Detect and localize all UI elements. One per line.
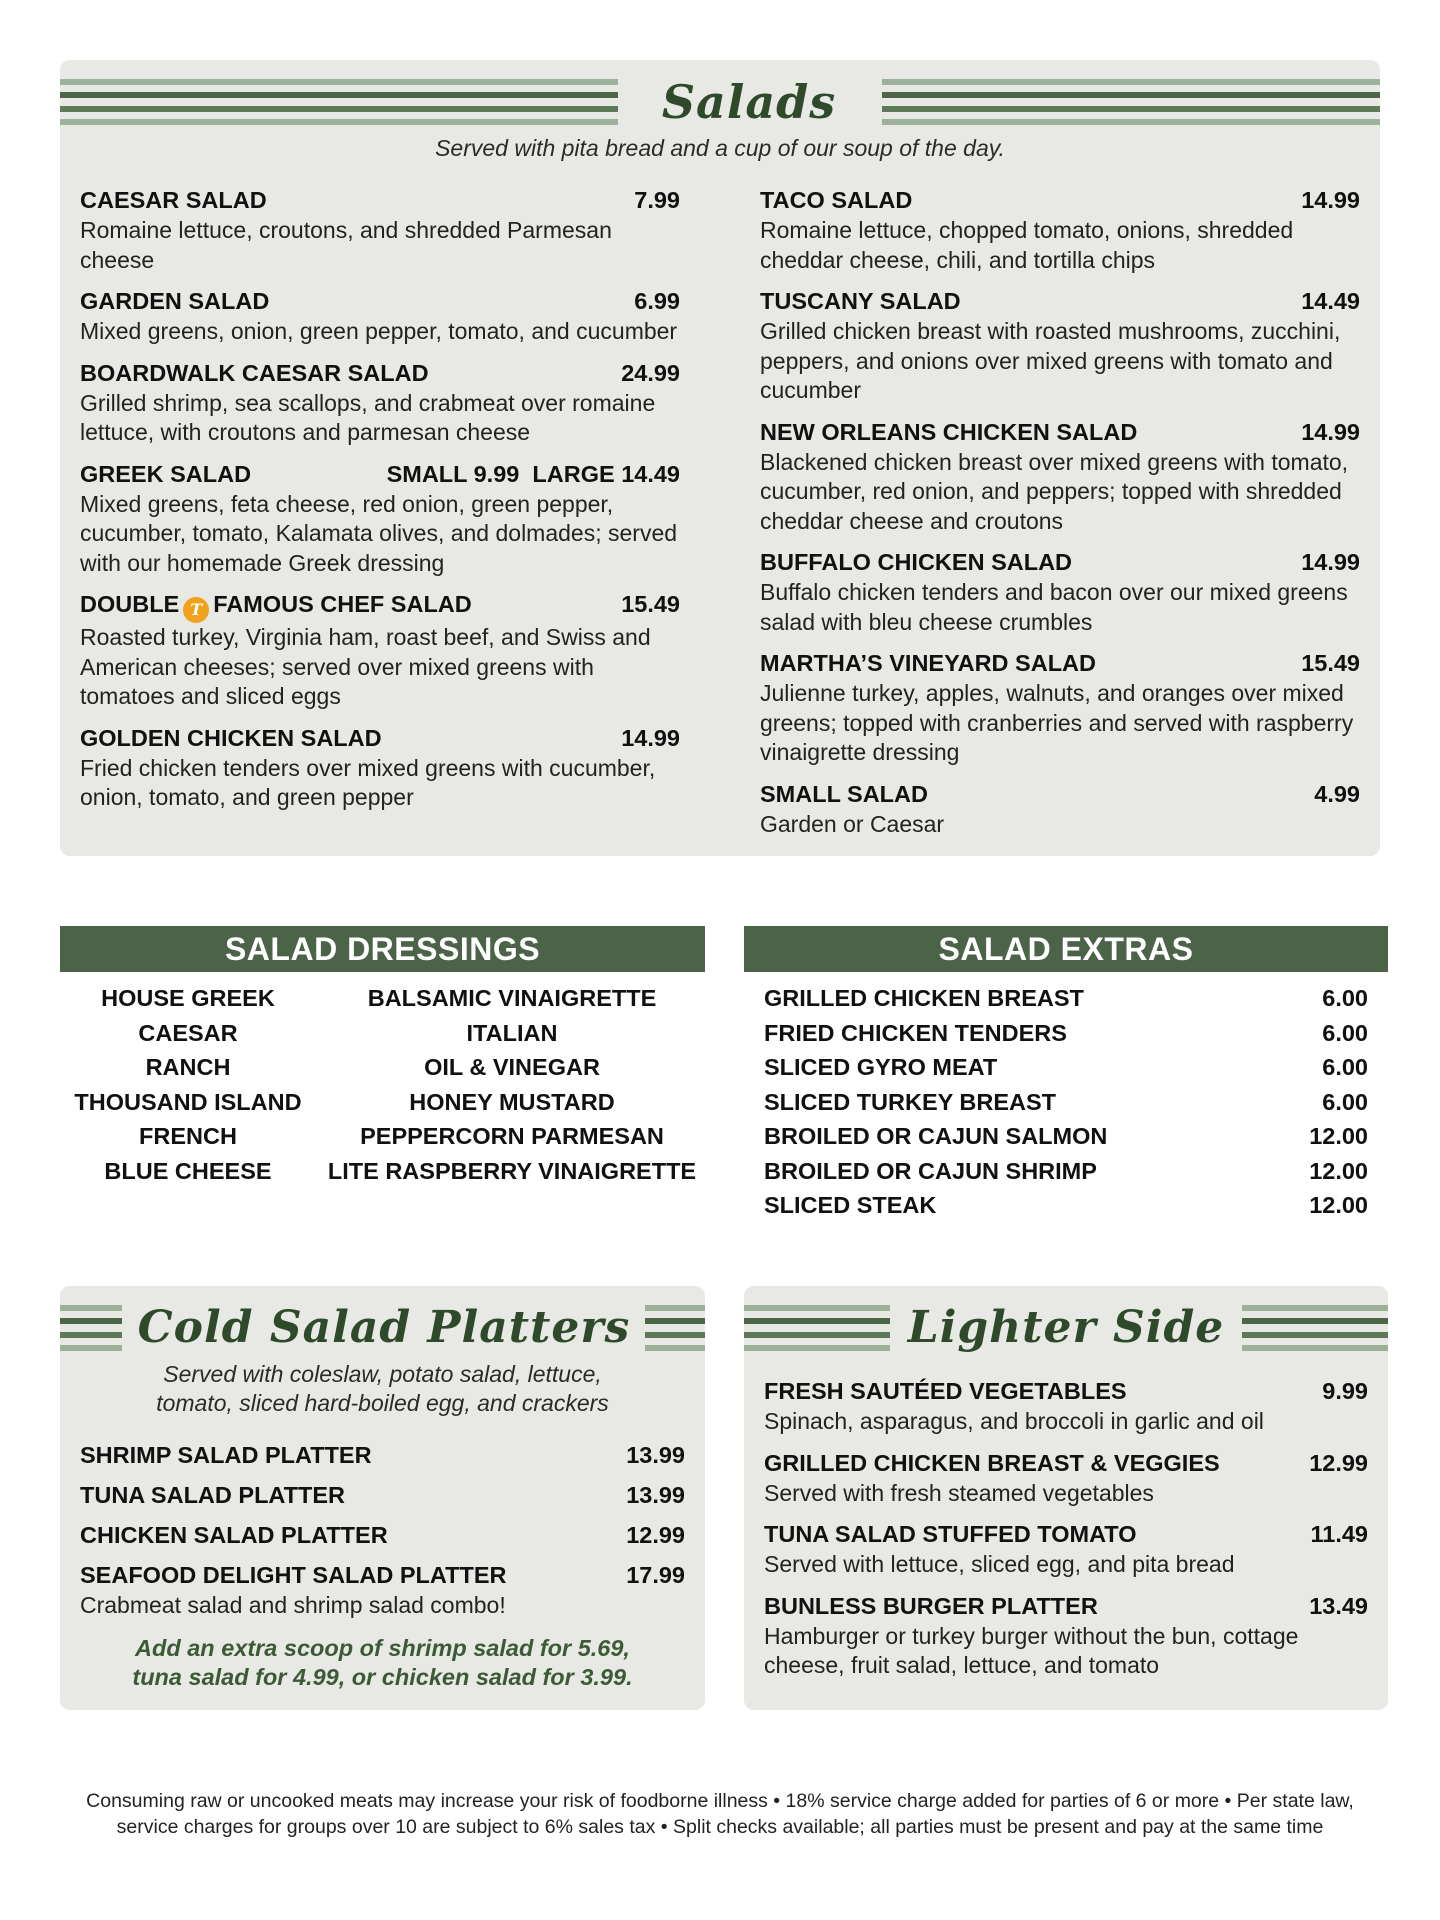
list-item: [760, 648, 1360, 768]
list-item: HONEY MUSTARD: [409, 1088, 615, 1115]
list-item: THOUSAND ISLAND: [74, 1088, 302, 1115]
item-name: GRILLED CHICKEN BREAST: [764, 985, 1084, 1011]
item-description: Blackened chicken breast over mixed greens with tomato, cucumber, red onion, and peppers; topped with shredded cheddar cheese and croutons: [760, 448, 1349, 534]
list-item: [760, 417, 1360, 537]
item-name: CAESAR SALAD: [80, 187, 267, 213]
item-price: 9.99: [1322, 1378, 1368, 1404]
stripes-right: [882, 79, 1380, 125]
item-description: Fried chicken tenders over mixed greens with cucumber, onion, tomato, and green pepper: [80, 754, 656, 810]
item-description: Hamburger or turkey burger without the bun, cottage cheese, fruit salad, lettuce, and tomato: [764, 1622, 1299, 1678]
item-name: SLICED TURKEY BREAST: [764, 1088, 1057, 1115]
list-item: LITE RASPBERRY VINAIGRETTE: [327, 1157, 697, 1184]
list-item: BALSAMIC VINAIGRETTE: [367, 985, 657, 1011]
item-price: 15.49: [621, 591, 680, 617]
item-price: 4.99: [1314, 780, 1360, 807]
platters-header: [60, 1286, 705, 1370]
salads-left-column: [80, 185, 680, 824]
platters-note: [60, 1634, 705, 1692]
item-name: SLICED STEAK: [764, 1192, 937, 1218]
footer-disclaimer: [20, 1788, 1420, 1840]
item-price: SMALL 9.99 LARGE 14.49: [386, 460, 680, 487]
list-item: [80, 1520, 685, 1551]
list-item: [764, 1591, 1368, 1681]
platters-note-line-1: Add an extra scoop of shrimp salad for 5.69,: [135, 1635, 630, 1661]
item-name: SMALL SALAD: [760, 780, 928, 807]
item-name: TUSCANY SALAD: [760, 288, 961, 314]
list-item: [80, 589, 680, 712]
list-item: [80, 286, 680, 347]
salads-header: [60, 60, 1380, 144]
item-price: 6.99: [634, 288, 680, 314]
item-name: GRILLED CHICKEN BREAST & VEGGIES: [764, 1449, 1220, 1476]
list-item: [80, 1480, 685, 1511]
item-name: BUNLESS BURGER PLATTER: [764, 1592, 1098, 1619]
lighter-header: [744, 1286, 1388, 1370]
item-price: 14.99: [1301, 549, 1360, 575]
list-item: BLUE CHEESE: [104, 1157, 272, 1184]
item-name-rest: FAMOUS CHEF SALAD: [213, 591, 472, 617]
list-item: FRENCH: [139, 1123, 237, 1149]
stripes-left: [60, 79, 618, 125]
list-item: [764, 1016, 1368, 1051]
list-item: [764, 1050, 1368, 1085]
platters-title: Cold Salad Platters: [137, 1302, 631, 1353]
item-description: Spinach, asparagus, and broccoli in garlic and oil: [764, 1408, 1264, 1434]
footer-line-2: service charges for groups over 10 are subject to 6% sales tax • Split checks available; all parties must be present and pay at the same time: [116, 1816, 1324, 1838]
item-name: TUNA SALAD PLATTER: [80, 1482, 346, 1508]
list-item: [764, 1448, 1368, 1509]
item-price: 7.99: [634, 187, 680, 213]
lighter-panel: [744, 1286, 1388, 1710]
extras-list: [764, 981, 1368, 1223]
item-price: 6.00: [1322, 985, 1368, 1011]
item-price: 24.99: [621, 359, 680, 386]
item-name-group: [80, 589, 472, 623]
item-price: 6.00: [1322, 1088, 1368, 1115]
item-price: 12.00: [1309, 1123, 1368, 1149]
lighter-list: [764, 1376, 1368, 1692]
list-item: [764, 1519, 1368, 1580]
list-item: [764, 981, 1368, 1016]
item-price: 14.99: [1301, 187, 1360, 213]
stripes-right: [1242, 1305, 1388, 1351]
list-item: [760, 286, 1360, 406]
list-item: CAESAR: [138, 1019, 238, 1046]
list-item: [80, 459, 680, 579]
list-item: RANCH: [145, 1054, 231, 1080]
salads-title: Salads: [661, 75, 837, 129]
salads-panel: [60, 60, 1380, 856]
platters-panel: [60, 1286, 705, 1710]
item-description: Grilled chicken breast with roasted mushrooms, zucchini, peppers, and onions over mixed greens with tomato and cucumber: [760, 318, 1341, 403]
list-item: [760, 779, 1360, 840]
item-price: 12.00: [1309, 1157, 1368, 1184]
item-name: GREEK SALAD: [80, 460, 252, 487]
item-name: DOUBLE: [80, 591, 180, 617]
item-name: FRIED CHICKEN TENDERS: [764, 1019, 1067, 1046]
item-description: Mixed greens, onion, green pepper, tomato, and cucumber: [80, 318, 678, 344]
list-item: [764, 1119, 1368, 1154]
item-description: Romaine lettuce, chopped tomato, onions, shredded cheddar cheese, chili, and tortilla chips: [760, 217, 1294, 273]
item-price: 6.00: [1322, 1054, 1368, 1080]
list-item: HOUSE GREEK: [101, 985, 275, 1011]
item-name: BUFFALO CHICKEN SALAD: [760, 549, 1073, 575]
list-item: [80, 1560, 685, 1621]
salads-subtitle: Served with pita bread and a cup of our soup of the day.: [435, 135, 1005, 161]
item-price: 14.49: [1301, 288, 1360, 314]
item-description: Julienne turkey, apples, walnuts, and oranges over mixed greens; topped with cranberries and served with raspberry vinaigrette dressing: [760, 680, 1354, 765]
list-item: [80, 723, 680, 813]
item-price: 13.99: [626, 1442, 685, 1468]
item-description: Roasted turkey, Virginia ham, roast beef, and Swiss and American cheeses; served over mixed greens with tomatoes and sliced eggs: [80, 624, 651, 709]
item-description: Served with fresh steamed vegetables: [764, 1479, 1154, 1506]
item-description: Served with lettuce, sliced egg, and pita bread: [764, 1551, 1235, 1577]
list-item: PEPPERCORN PARMESAN: [360, 1123, 664, 1149]
item-description: Grilled shrimp, sea scallops, and crabmeat over romaine lettuce, with croutons and parmesan cheese: [80, 389, 656, 445]
item-name: CHICKEN SALAD PLATTER: [80, 1522, 388, 1548]
item-name: SEAFOOD DELIGHT SALAD PLATTER: [80, 1562, 507, 1588]
stripes-right: [645, 1305, 705, 1351]
platters-subtitle-line-1: Served with coleslaw, potato salad, lettuce,: [163, 1361, 602, 1387]
list-item: [80, 185, 680, 275]
item-description: Buffalo chicken tenders and bacon over our mixed greens salad with bleu cheese crumbles: [760, 579, 1348, 635]
list-item: [80, 1440, 685, 1471]
item-price: 12.00: [1309, 1192, 1368, 1218]
item-name: SHRIMP SALAD PLATTER: [80, 1442, 372, 1468]
item-price: 14.99: [1301, 418, 1360, 445]
item-price: 15.49: [1301, 650, 1360, 676]
item-description: Crabmeat salad and shrimp salad combo!: [80, 1592, 506, 1618]
list-item: [764, 1188, 1368, 1223]
stripes-left: [744, 1305, 890, 1351]
item-name: BROILED OR CAJUN SHRIMP: [764, 1157, 1097, 1184]
list-item: [760, 185, 1360, 275]
item-name: GOLDEN CHICKEN SALAD: [80, 724, 382, 751]
item-name: TUNA SALAD STUFFED TOMATO: [764, 1521, 1137, 1547]
dressings-header: SALAD DRESSINGS: [60, 926, 705, 972]
item-name: BROILED OR CAJUN SALMON: [764, 1123, 1108, 1149]
item-price: 6.00: [1322, 1019, 1368, 1046]
salads-right-column: [760, 185, 1360, 850]
item-price: 11.49: [1310, 1521, 1368, 1547]
list-item: [764, 1376, 1368, 1437]
list-item: ITALIAN: [466, 1019, 558, 1046]
item-name: NEW ORLEANS CHICKEN SALAD: [760, 418, 1138, 445]
item-description: Mixed greens, feta cheese, red onion, green pepper, cucumber, tomato, Kalamata olives, and dolmades; served with our homemade Greek dressing: [80, 490, 678, 576]
item-price: 17.99: [626, 1562, 685, 1588]
item-name: SLICED GYRO MEAT: [764, 1054, 998, 1080]
item-price: 12.99: [626, 1522, 685, 1548]
item-description: Romaine lettuce, croutons, and shredded Parmesan cheese: [80, 217, 612, 273]
dressings-column-1: [62, 981, 314, 1188]
platters-subtitle-line-2: tomato, sliced hard-boiled egg, and crackers: [156, 1390, 609, 1416]
item-price: 14.99: [621, 724, 680, 751]
list-item: [80, 358, 680, 448]
lighter-title: Lighter Side: [907, 1302, 1225, 1353]
platters-list: [80, 1440, 685, 1630]
list-item: [764, 1085, 1368, 1120]
item-name: BOARDWALK CAESAR SALAD: [80, 359, 429, 386]
footer-line-1: Consuming raw or uncooked meats may increase your risk of foodborne illness • 18% service charge added for parties of 6 or more • Per state law,: [86, 1790, 1354, 1812]
item-name: TACO SALAD: [760, 187, 913, 213]
restaurant-logo-icon: T: [183, 597, 209, 623]
extras-header: SALAD EXTRAS: [744, 926, 1388, 972]
item-price: 12.99: [1309, 1449, 1368, 1476]
stripes-left: [60, 1305, 122, 1351]
item-price: 13.49: [1309, 1592, 1368, 1619]
item-name: GARDEN SALAD: [80, 288, 270, 314]
platters-subtitle: [60, 1360, 705, 1418]
dressings-column-2: [318, 981, 706, 1188]
list-item: [760, 547, 1360, 637]
item-name: FRESH SAUTÉED VEGETABLES: [764, 1378, 1127, 1404]
item-price: 13.99: [626, 1482, 685, 1508]
item-description: Garden or Caesar: [760, 810, 945, 837]
item-name: MARTHA’S VINEYARD SALAD: [760, 650, 1096, 676]
list-item: [764, 1154, 1368, 1189]
platters-note-line-2: tuna salad for 4.99, or chicken salad for 3.99.: [132, 1664, 633, 1690]
list-item: OIL & VINEGAR: [424, 1054, 600, 1080]
